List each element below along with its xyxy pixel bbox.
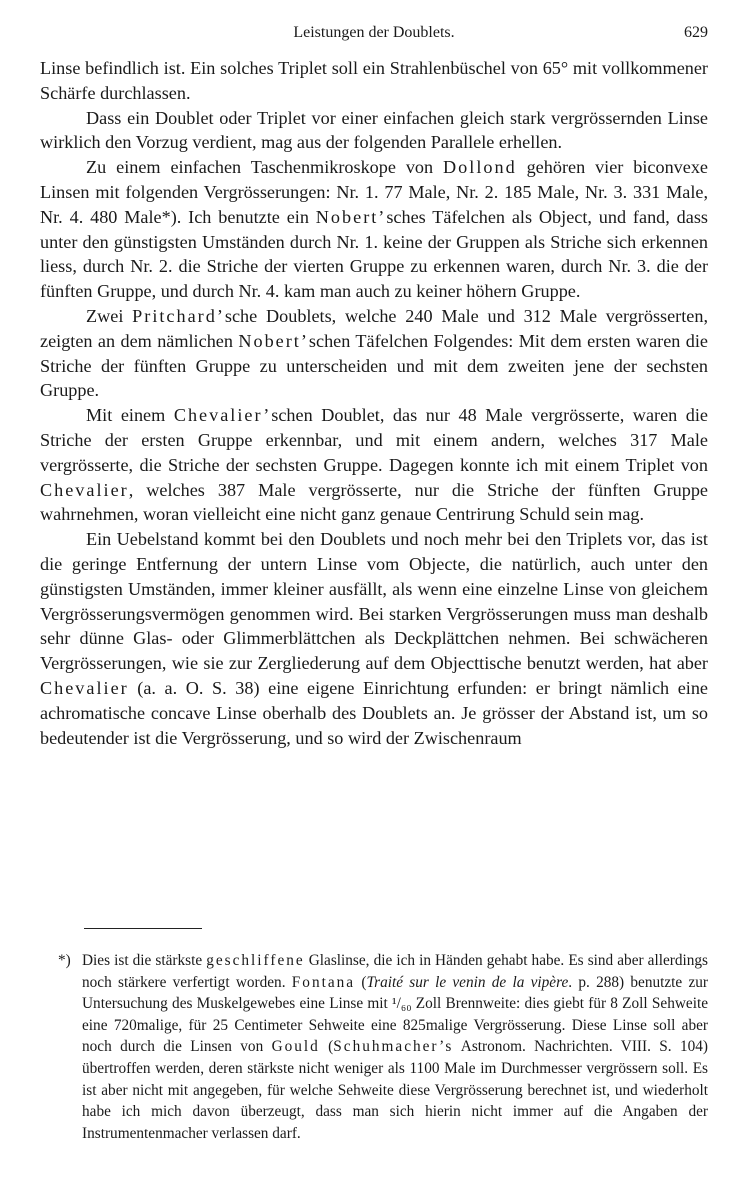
text-run: ( (319, 1038, 334, 1056)
paragraph-6 (40, 527, 708, 750)
footnote (58, 950, 708, 1144)
text-run: Mit einem (86, 405, 174, 426)
footnote-mark: *) (58, 952, 71, 969)
page-header (40, 24, 708, 46)
footnote-block (58, 950, 708, 1144)
text-run: Glaslinse, die ich in Händen gehabt habe. Es sind aber allerdings noch stärkere verfertigt worden. (82, 952, 708, 991)
paragraph-3 (40, 155, 708, 304)
spaced-name: Gould (271, 1038, 320, 1056)
text-run: (a. a. O. S. 38) eine eigene Einrichtung erfunden: er bringt nämlich eine achromatische concave Linse oberhalb des Doublets an. Je grösser der Abstand ist, um so bedeutender ist die Vergrösserung, und so wird der Zwischenraum (40, 677, 708, 748)
text-run: , welches 387 Male vergrösserte, nur die Striche der fünften Gruppe wahrnehmen, woran vielleicht eine nicht ganz genaue Centrirung Schuld sein mag. (40, 479, 708, 525)
spaced-name: Pritchard’ (132, 305, 225, 326)
main-text (40, 56, 708, 750)
text-run: Zwei (86, 305, 133, 326)
spaced-name: Chevalier’ (173, 405, 272, 426)
text-run: . p. 288) benutzte zur Untersuchung des Muskelgewebes eine Linse mit ¹/₆₀ Zoll Brennweite: dies giebt für 8 Zoll Sehweite eine 720malige, für 25 Centimeter Sehweite eine 825malige Vergrösserung. Diese Linse soll aber noch durch die Linsen von (82, 973, 708, 1056)
text-run: Ein Uebelstand kommt bei den Doublets und noch mehr bei den Triplets vor, das ist die geringe Entfernung der untern Linse vom Objecte, die natürlich, auch unter den günstigsten Umständen, immer kleiner ausfällt, als wenn eine einzelne Linse von gleichem Vergrösserungsvermögen genommen wird. Bei starken Vergrösserungen muss man deshalb sehr dünne Glas- oder Glimmerblättchen als Deckplättchen nehmen. Bei schwächeren Vergrösserungen, wie sie zur Zergliederung auf dem Objecttische benutzt werden, hat aber (40, 529, 708, 674)
text-run: Astronom. Nachrichten. VIII. S. 104) übertroffen werden, deren stärkste nicht weniger als 1100 Male im Durchmesser vergrössern soll. Es ist aber nicht mit angegeben, für welche Sehweite diese Vergrösserung berechnet ist, und wiederholt habe ich mich davon überzeugt, dass man sich hierin nicht immer auf die Angaben der Instrumentenmacher verlassen darf. (82, 1038, 709, 1142)
spaced-name: Fontana (291, 973, 356, 991)
text-run: Zu einem einfachen Taschenmikroskope von (86, 157, 444, 178)
spaced-name: Chevalier (40, 479, 129, 500)
text-run: gehören vier biconvexe Linsen mit folgenden Vergrösserungen: Nr. 1. 77 Male, Nr. 2. 185 Male, Nr. 3. 331 Male, Nr. 4. 480 Male*). Ich benutzte ein (40, 157, 708, 227)
spaced-name: Chevalier (40, 677, 129, 698)
text-run: Dies ist die stärkste (82, 952, 207, 969)
spaced-name: Schuhmacher’s (333, 1038, 454, 1056)
footnote-divider (84, 928, 202, 929)
paragraph-2 (40, 106, 708, 156)
spaced-word: geschliffene (206, 952, 305, 969)
text-run: schen Täfelchen Folgendes: Mit dem ersten waren die Striche der fünften Gruppe zu unterscheiden und mit dem zweiten jene der sechsten Gruppe. (40, 330, 708, 401)
italic-title: Traité sur le venin de la vipère (366, 973, 569, 991)
spaced-name: Nobert’ (315, 206, 387, 227)
running-title: Leistungen der Doublets. (293, 24, 455, 41)
page-number: 629 (684, 24, 708, 41)
spaced-name: Nobert’ (238, 330, 309, 351)
paragraph-5 (40, 403, 708, 527)
text-run: ( (355, 973, 367, 991)
paragraph-1 (40, 56, 708, 106)
paragraph-4 (40, 304, 708, 403)
text-run: schen Doublet, das nur 48 Male vergrösserte, waren die Striche der ersten Gruppe erkennbar, und mit einem andern, welches 317 Male vergrösserte, die Striche der sechsten Gruppe. Dagegen konnte ich mit einem Triplet von (40, 405, 709, 475)
text-run: sches Täfelchen als Object, und fand, dass unter den günstigsten Umständen durch Nr. 1. keine der Gruppen als Striche sich erkennen liess, durch Nr. 2. die Striche der vierten Gruppe zu erkennen waren, durch Nr. 3. die der fünften Gruppe, und durch Nr. 4. kam man auch zu keiner höhern Gruppe. (40, 206, 708, 302)
text-run: sche Doublets, welche 240 Male und 312 Male vergrösserten, zeigten an dem nämlichen (40, 305, 708, 351)
spaced-name: Dollond (443, 157, 517, 178)
text-run: Linse befindlich ist. Ein solches Triplet soll ein Strahlenbüschel von 65° mit vollkommener Schärfe durchlassen. (40, 58, 708, 103)
text-run: Dass ein Doublet oder Triplet vor einer einfachen gleich stark vergrössernden Linse wirklich den Vorzug verdient, mag aus der folgenden Parallele erhellen. (40, 107, 708, 153)
